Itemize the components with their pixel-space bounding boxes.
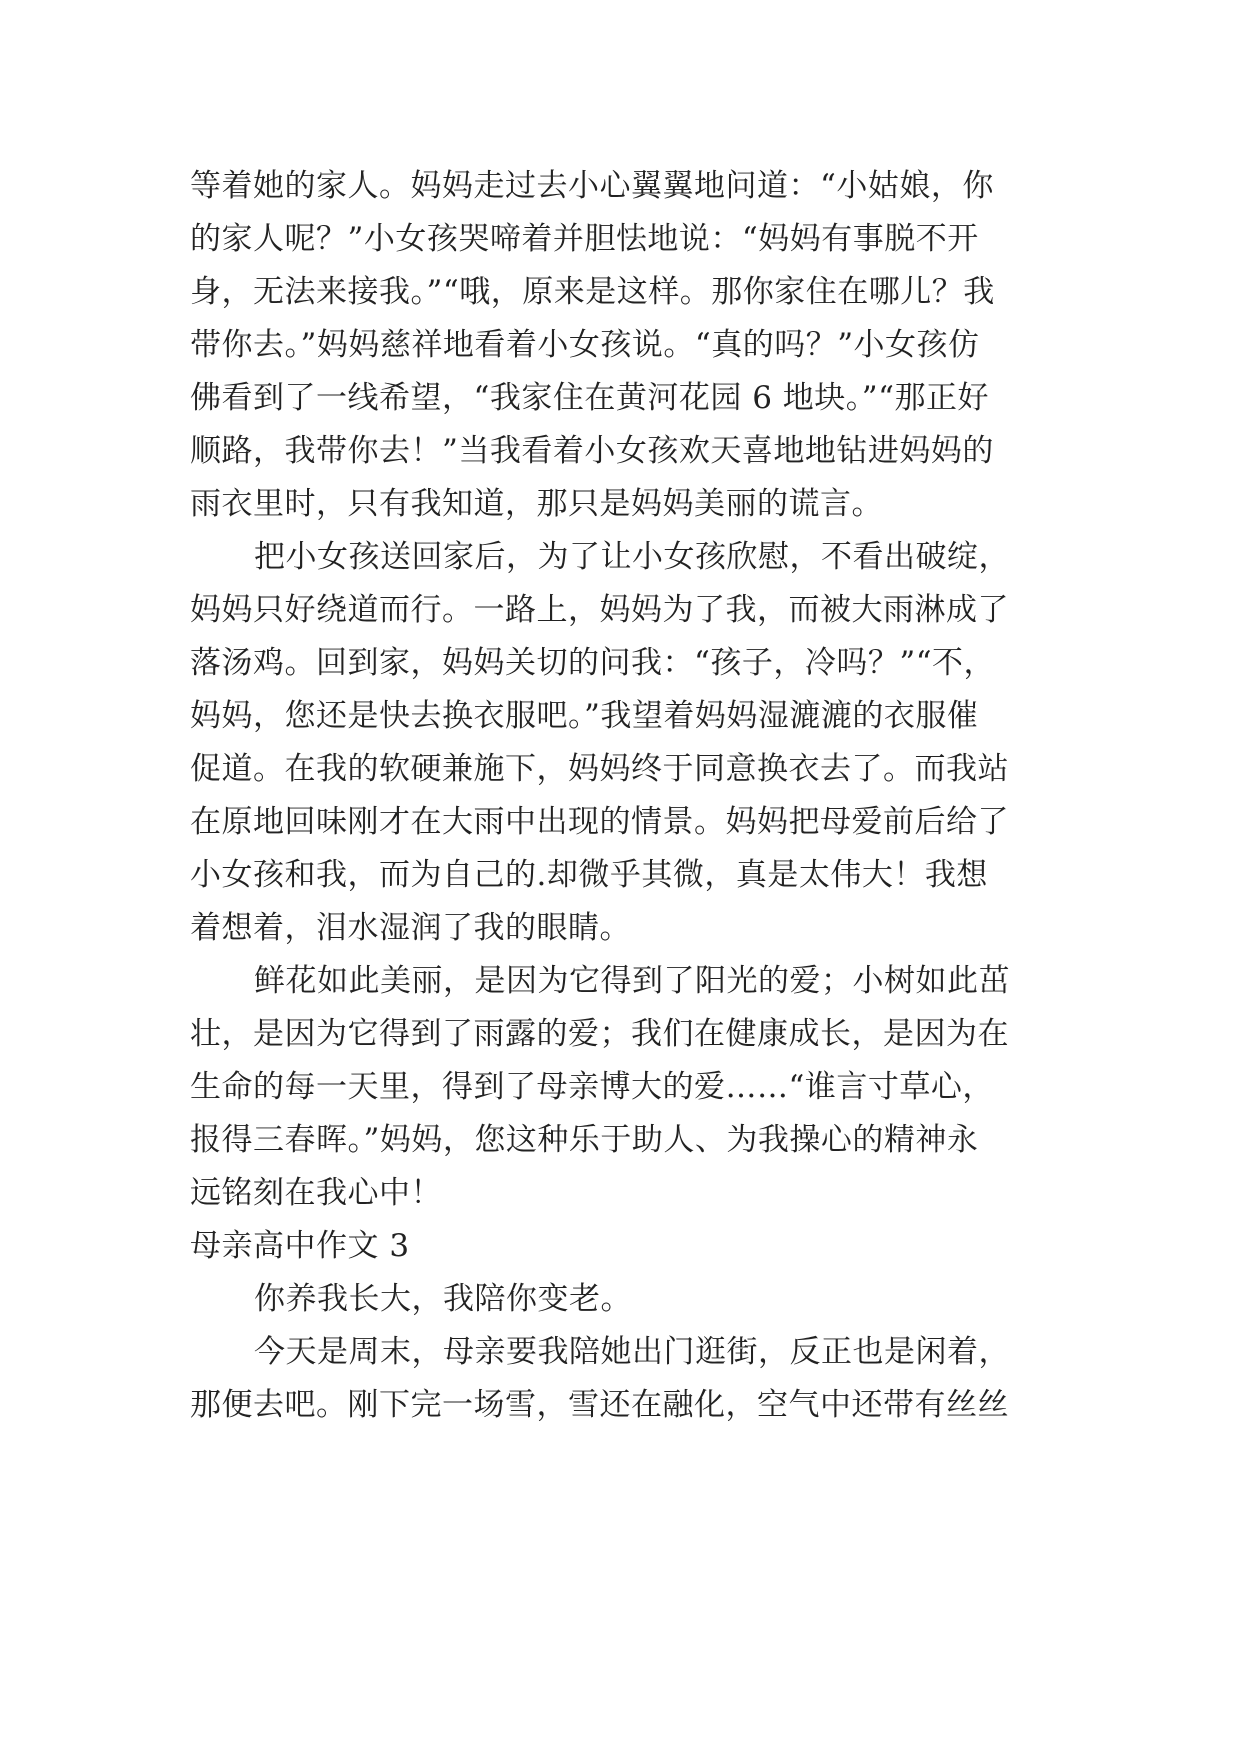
paragraph-start-line: 鲜花如此美丽，是因为它得到了阳光的爱；小树如此茁 [254, 963, 1010, 999]
text-line: 落汤鸡。回到家，妈妈关切的问我：“孩子，冷吗？”“不， [190, 645, 996, 681]
paragraph-start-line: 今天是周末，母亲要我陪她出门逛街，反正也是闲着， [254, 1334, 1010, 1370]
text-line: 促道。在我的软硬兼施下，妈妈终于同意换衣去了。而我站 [190, 751, 1009, 787]
text-line: 在原地回味刚才在大雨中出现的情景。妈妈把母爱前后给了 [190, 804, 1009, 840]
text-line: 着想着，泪水湿润了我的眼睛。 [190, 910, 631, 946]
text-line: 佛看到了一线希望，“我家住在黄河花园 6 地块。”“那正好 [190, 380, 989, 416]
text-line: 壮，是因为它得到了雨露的爱；我们在健康成长，是因为在 [190, 1016, 1009, 1052]
text-line: 远铭刻在我心中！ [190, 1175, 442, 1211]
paragraph-start-line: 你养我长大，我陪你变老。 [254, 1281, 632, 1317]
text-line: 身，无法来接我。”“哦，原来是这样。那你家住在哪儿？我 [190, 274, 995, 310]
text-line: 顺路，我带你去！”当我看着小女孩欢天喜地地钻进妈妈的 [190, 433, 994, 469]
text-line: 报得三春晖。”妈妈，您这种乐于助人、为我操心的精神永 [190, 1122, 979, 1158]
text-line: 带你去。”妈妈慈祥地看着小女孩说。“真的吗？”小女孩仿 [190, 327, 980, 363]
text-line: 妈妈只好绕道而行。一路上，妈妈为了我，而被大雨淋成了 [190, 592, 1009, 628]
text-line: 的家人呢？”小女孩哭啼着并胆怯地说：“妈妈有事脱不开 [190, 221, 979, 257]
text-line: 小女孩和我，而为自己的.却微乎其微，真是太伟大！我想 [190, 857, 988, 893]
document-body [190, 160, 1070, 1432]
section-heading: 母亲高中作文 3 [190, 1228, 410, 1264]
paragraph-start-line: 把小女孩送回家后，为了让小女孩欣慰，不看出破绽， [254, 539, 1010, 575]
text-line: 那便去吧。刚下完一场雪，雪还在融化，空气中还带有丝丝 [190, 1387, 1009, 1423]
text-line: 生命的每一天里，得到了母亲博大的爱……“谁言寸草心， [190, 1069, 994, 1105]
text-line: 妈妈，您还是快去换衣服吧。”我望着妈妈湿漉漉的衣服催 [190, 698, 979, 734]
text-line: 雨衣里时，只有我知道，那只是妈妈美丽的谎言。 [190, 486, 883, 522]
text-line: 等着她的家人。妈妈走过去小心翼翼地问道：“小姑娘，你 [190, 168, 994, 204]
